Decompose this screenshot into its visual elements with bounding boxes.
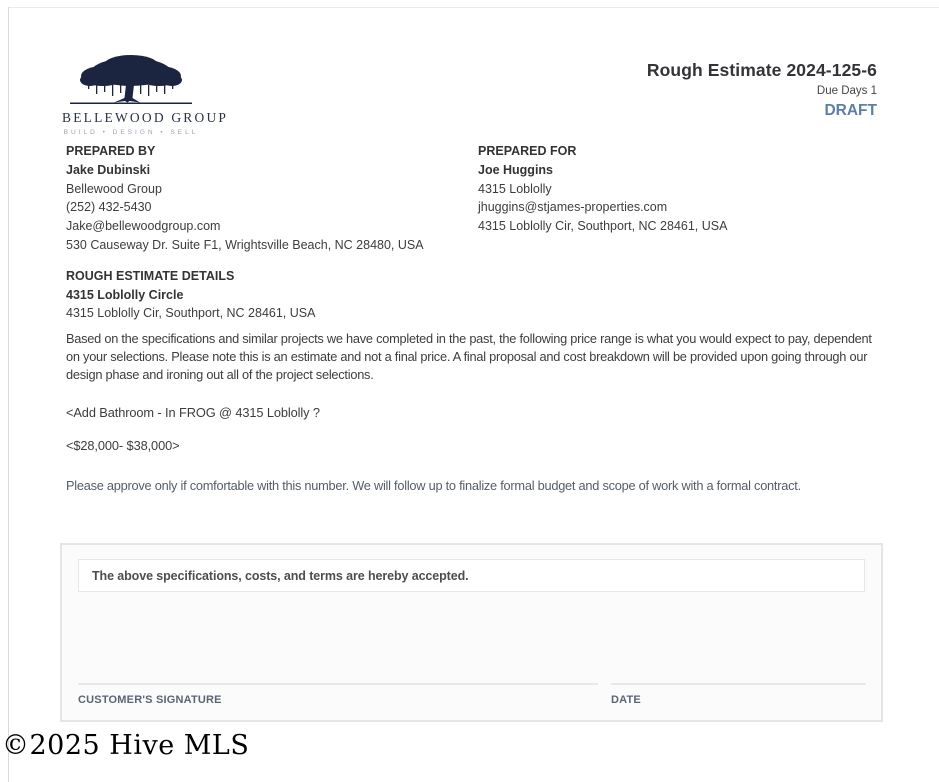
document-title-block — [647, 60, 877, 120]
prepared-for-address: 4315 Loblolly Cir, Southport, NC 28461, USA — [478, 219, 728, 234]
price-range: <$28,000- $38,000> — [66, 438, 180, 454]
prepared-by-name: Jake Dubinski — [66, 162, 151, 177]
prepared-for-name: Joe Huggins — [478, 162, 554, 177]
prepared-for-heading: PREPARED FOR — [478, 144, 577, 158]
scope-line: <Add Bathroom - In FROG @ 4315 Loblolly ? — [66, 405, 320, 421]
estimate-details-heading: ROUGH ESTIMATE DETAILS — [66, 269, 235, 283]
prepared-by-email: Jake@bellewoodgroup.com — [66, 219, 221, 234]
prepared-by-address: 530 Causeway Dr. Suite F1, Wrightsville Beach, NC 28480, USA — [66, 237, 424, 252]
prepared-by-phone: (252) 432-5430 — [66, 200, 152, 215]
property-name: 4315 Loblolly Circle — [66, 287, 184, 302]
date-label: DATE — [611, 694, 641, 706]
prepared-by-heading: PREPARED BY — [66, 144, 156, 158]
oak-tree-logo-icon — [66, 50, 196, 108]
draft-status-badge: DRAFT — [824, 102, 877, 119]
estimate-intro-paragraph: Based on the specifications and similar projects we have completed in the past, the following price range is what you would expect to pay, dependent on your selections. Please note this is an estimate and not a final price. A final proposal and cost breakdown will be provided upon going through our design phase and ironing out all of the project selections. — [66, 330, 872, 383]
property-address: 4315 Loblolly Cir, Southport, NC 28461, USA — [66, 306, 316, 321]
approval-note: Please approve only if comfortable with this number. We will follow up to finalize formal budget and scope of work with a formal contract. — [66, 478, 801, 494]
acceptance-statement: The above specifications, costs, and terms are hereby accepted. — [78, 559, 865, 592]
document-title: Rough Estimate 2024-125-6 — [646, 60, 877, 80]
date-field — [611, 683, 866, 706]
prepared-for-email: jhuggins@stjames-properties.com — [478, 200, 668, 215]
prepared-for-property: 4315 Loblolly — [478, 181, 552, 196]
prepared-by-company: Bellewood Group — [66, 181, 162, 196]
due-days: Due Days 1 — [816, 85, 877, 97]
company-tagline: BUILD • DESIGN • SELL — [63, 129, 199, 136]
acceptance-box — [60, 543, 883, 722]
prepared-for-block — [478, 142, 878, 236]
page-left-border — [8, 7, 9, 782]
estimate-details-section — [66, 267, 878, 496]
hive-mls-watermark: ©2025 Hive MLS — [2, 730, 250, 761]
customer-signature-label: CUSTOMER'S SIGNATURE — [78, 694, 222, 706]
signature-row — [78, 683, 866, 706]
prepared-by-block — [66, 142, 471, 255]
page-top-border — [8, 7, 939, 8]
company-logo — [62, 50, 229, 136]
company-name: BELLEWOOD GROUP — [62, 110, 229, 125]
customer-signature-field — [78, 683, 598, 706]
